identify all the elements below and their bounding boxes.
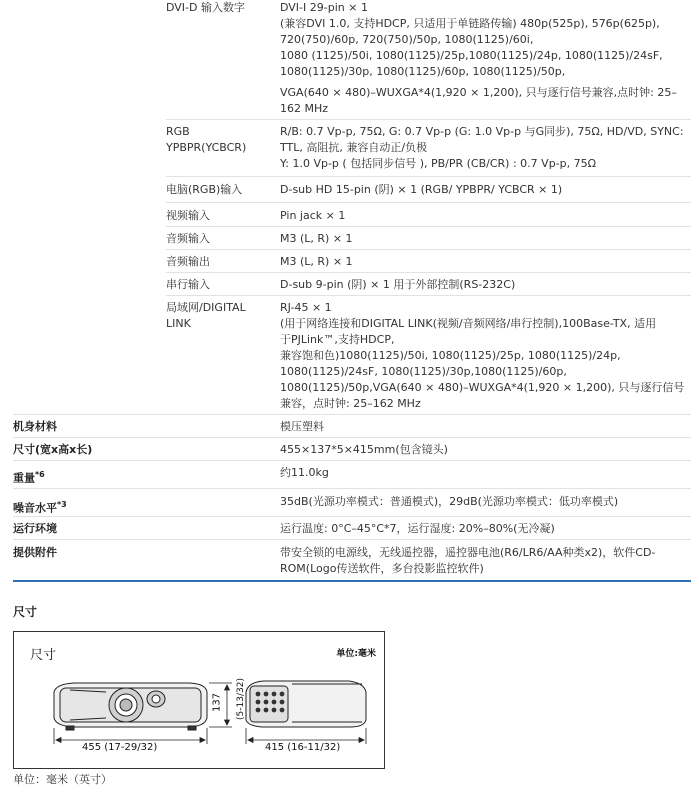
depth-label: 415 (16-11/32) (265, 742, 341, 753)
row-divider (13, 516, 691, 517)
spec-value: 带安全锁的电源线，无线遥控器，遥控器电池(R6/LR6/AA种类x2)，软件CD- ROM(Logo传送软件，多台投影监控软件) (280, 546, 656, 575)
spec-label: 运行环境 (13, 522, 57, 535)
spec-label: 音频输入 (166, 232, 210, 245)
row-divider (166, 119, 691, 120)
row-divider (13, 488, 691, 489)
spec-label: 音频输出 (166, 255, 210, 268)
spec-value: D-sub HD 15-pin (阴) × 1 (RGB/ YPBPR/ YCBCR × 1) (280, 183, 563, 196)
spec-value: D-sub 9-pin (阴) × 1 用于外部控制(RS-232C) (280, 278, 516, 291)
spec-value: 模压塑料 (280, 420, 324, 433)
spec-value: M3 (L, R) × 1 (280, 232, 353, 245)
spec-label: 电脑(RGB)输入 (166, 183, 243, 196)
spec-label: 机身材料 (13, 420, 57, 433)
side-view (246, 681, 366, 727)
height-label: 137 (211, 692, 223, 713)
spec-label: 视频输入 (166, 209, 210, 222)
spec-label: RGB YPBPR(YCBCR) (166, 125, 247, 154)
spec-label: DVI-D 输入数字 (166, 1, 245, 14)
row-divider (13, 460, 691, 461)
spec-label: 重量$^{*6}$ (13, 470, 45, 485)
section-divider (13, 580, 691, 582)
row-divider (13, 539, 691, 540)
section-title: 尺寸 (13, 605, 38, 619)
unit-note: 单位：毫米（英寸） (13, 773, 112, 786)
spec-value: 35dB(光源功率模式：普通模式)，29dB(光源功率模式：低功率模式) (280, 495, 619, 508)
diagram-unit: 单位:毫米 (336, 649, 376, 659)
spec-value: 455×137*5×415mm(包含镜头) (280, 443, 448, 456)
width-label: 455 (17-29/32) (82, 742, 158, 753)
spec-label: 提供附件 (13, 546, 57, 559)
diagram-title: 尺寸 (30, 648, 57, 663)
row-divider (166, 226, 691, 227)
dimension-diagram (13, 631, 385, 769)
spec-label: 噪音水平$^{*3}$ (13, 500, 67, 515)
spec-label: 尺寸(宽x高x长) (13, 443, 93, 456)
row-divider (13, 414, 691, 415)
spec-value: R/B: 0.7 Vp-p, 75Ω, G: 0.7 Vp-p (G: 1.0 Vp-p 与G同步), 75Ω, HD/VD, SYNC: TTL, 高阻抗, 兼容自动正/负极 Y: 1.0 Vp-p ( 包括同步信号 ), PB/PR (CB/CR) : 0.7 Vp-p, 75Ω (280, 125, 684, 170)
spec-value: 约11.0kg (280, 466, 329, 479)
row-divider (166, 202, 691, 203)
spec-value: 运行温度: 0°C–45°C*7，运行湿度: 20%–80%(无冷凝) (280, 522, 555, 535)
spec-value: Pin jack × 1 (280, 209, 346, 222)
row-divider (13, 437, 691, 438)
height-label-inches: (5-13/32) (236, 678, 246, 720)
row-divider (166, 176, 691, 177)
spec-value: M3 (L, R) × 1 (280, 255, 353, 268)
spec-label: 局域网/DIGITAL LINK (166, 301, 246, 330)
spec-value: RJ-45 × 1 (用于网络连接和DIGITAL LINK(视频/音频网络/串行控制),100Base-TX, 适用 于PJLink™,支持HDCP, 兼容饱和色)1080(1125)/50i, 1080(1125)/25p, 1080(1125)/24p, 1080(1125)/24sF, 1080(1125)/30p,1080(1125)/60p, 1080(1125)/50p,VGA(640 × 480)–WUXGA*4(1,920 × 1,200), 只与逐行信号 兼容，点时钟: 25–162 MHz (280, 301, 685, 410)
spec-value: DVI-I 29-pin × 1 (兼容DVI 1.0, 支持HDCP, 只适用于单链路传输) 480p(525p), 576p(625p), 720(750)/60p, 720(750)/50p, 1080(1125)/60i, 1080 (1125)/50i, 1080(1125)/25p,1080(1125)/24p, 1080(1125)/24sF, 1080(1125)/30p, 1080(1125)/60p, 1080(1125)/50p, VGA(640 × 480)–WUXGA*4(1,920 × 1,200), 只与逐行信号兼容,点时钟: 25– 162 MHz (280, 1, 677, 115)
spec-label: 串行输入 (166, 278, 210, 291)
front-view (54, 683, 207, 730)
row-divider (166, 295, 691, 296)
row-divider (166, 249, 691, 250)
row-divider (166, 272, 691, 273)
